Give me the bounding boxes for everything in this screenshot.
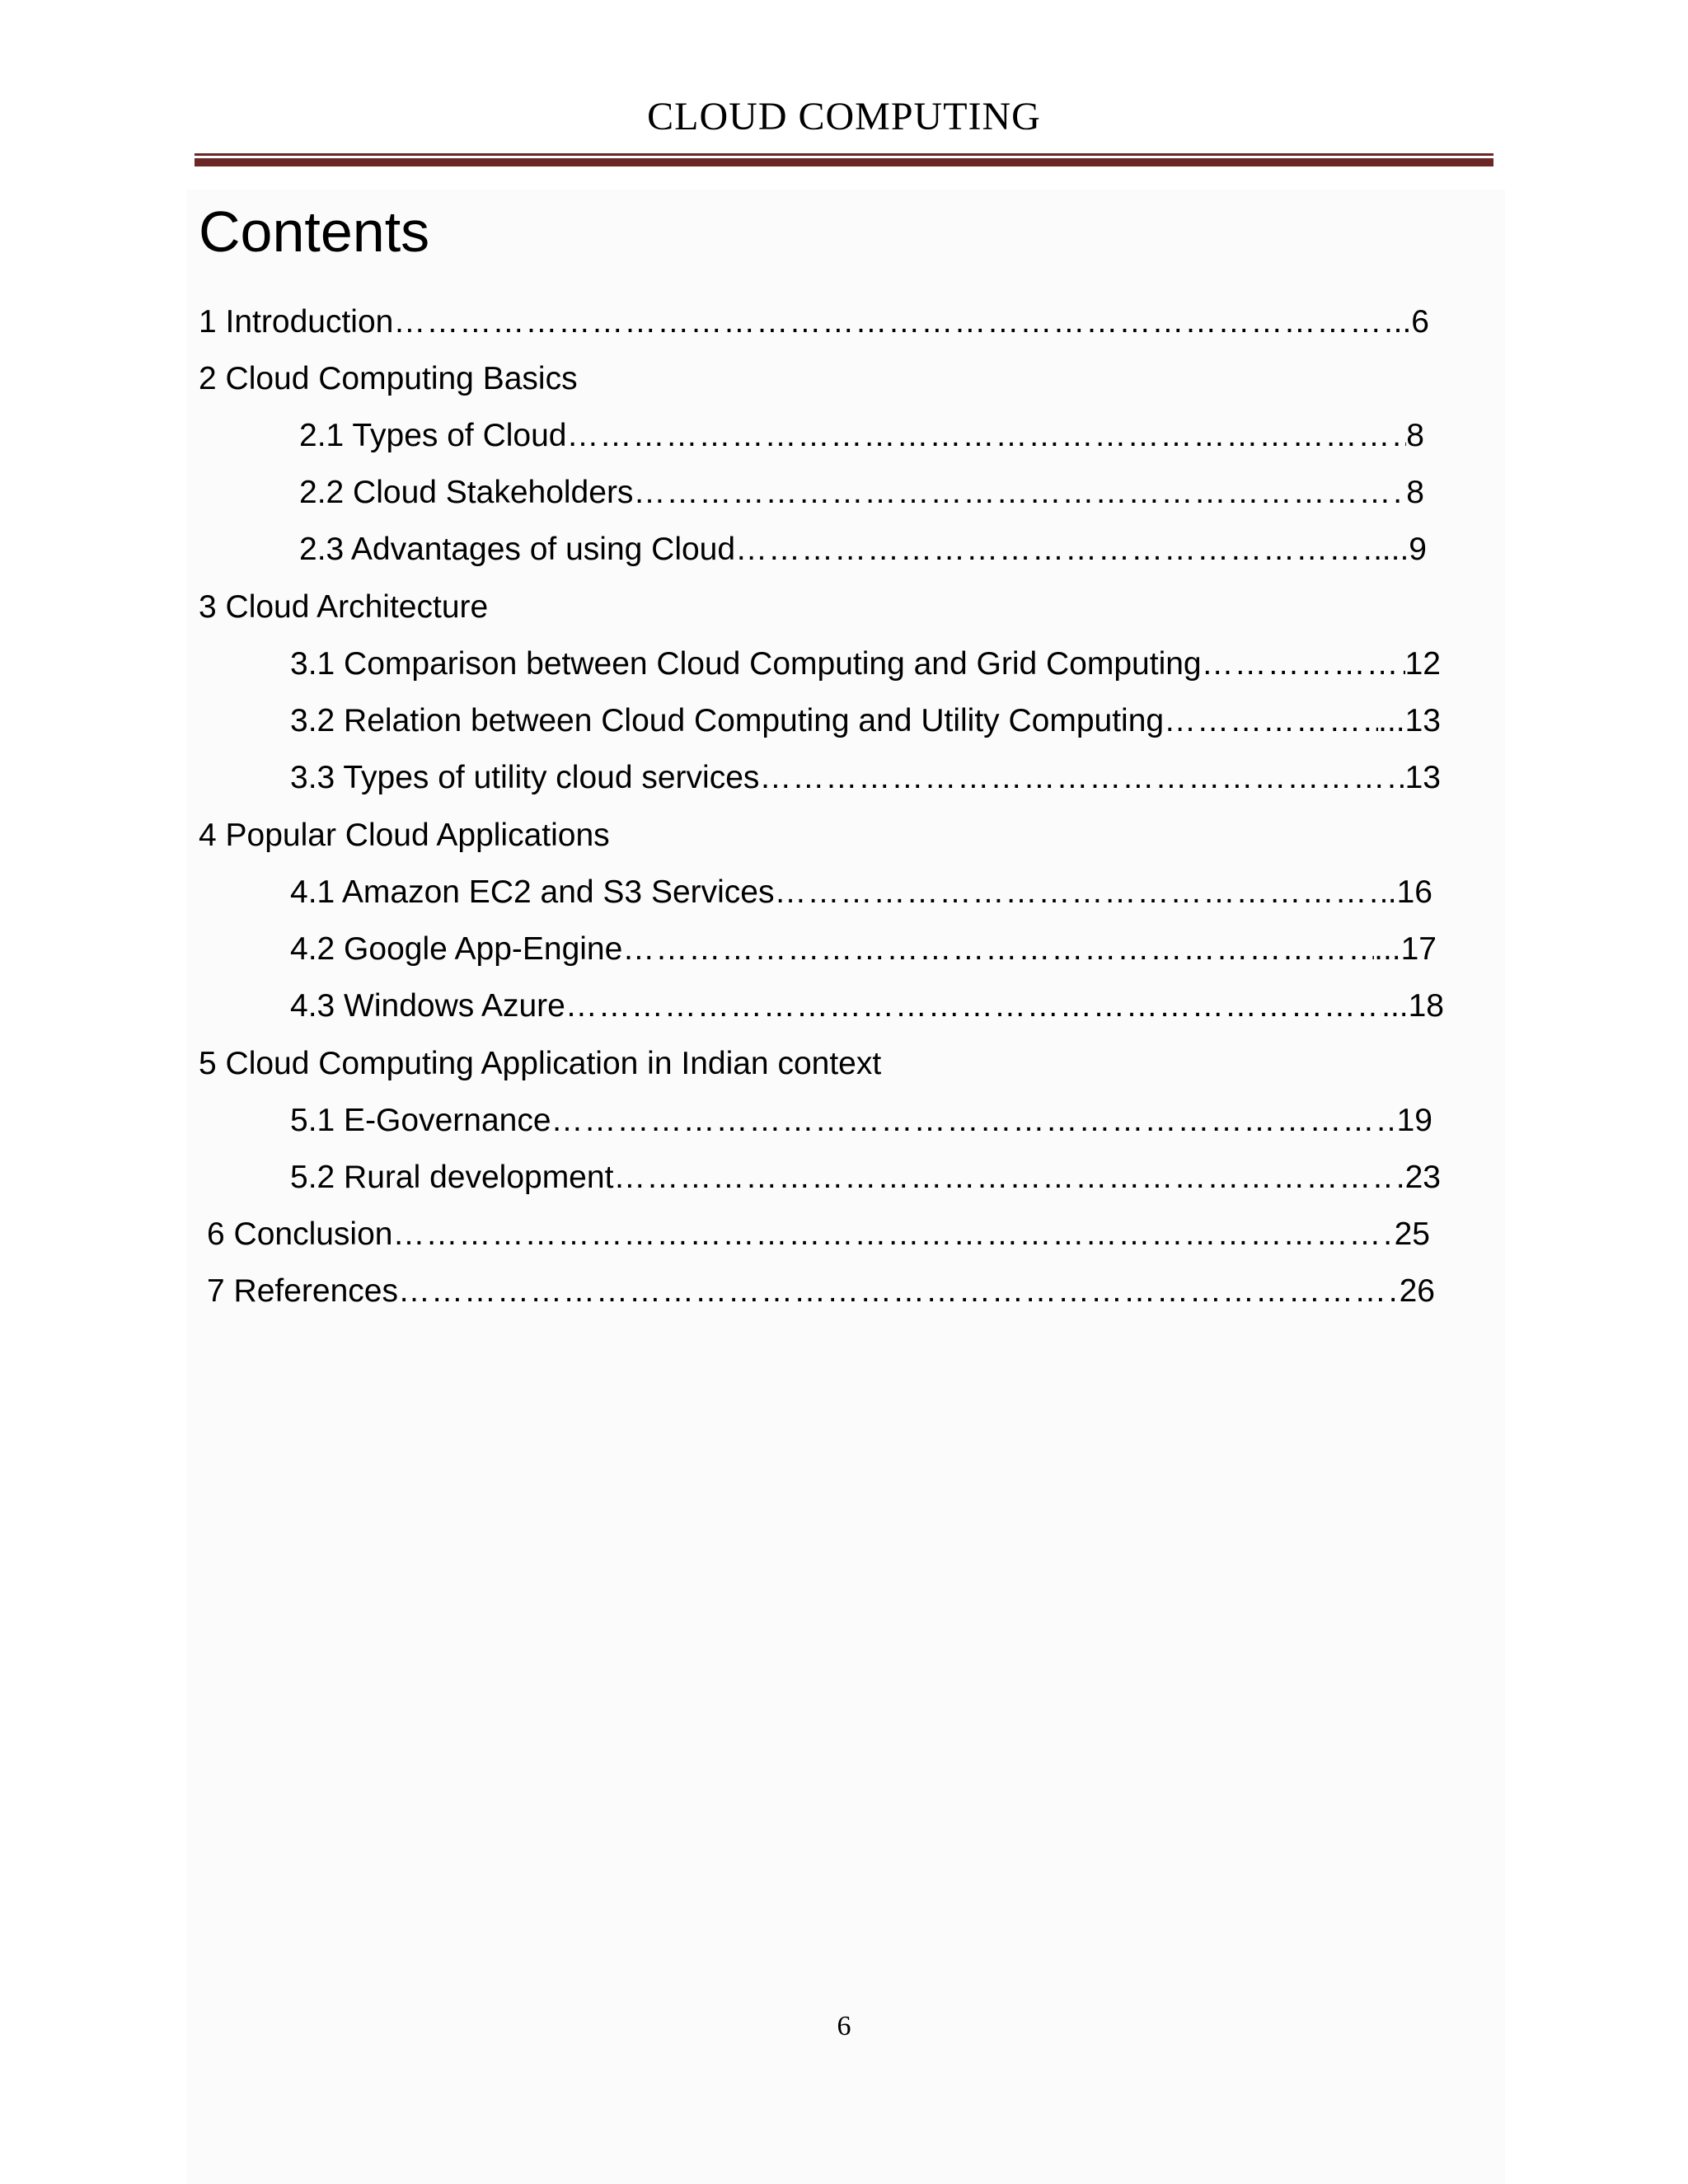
toc-entry-e-governance[interactable] (290, 1099, 1432, 1142)
toc-entry-title: 7 References (207, 1273, 398, 1309)
toc-entry-page: 13 (1404, 760, 1441, 795)
toc-dot-leader (392, 1213, 1394, 1256)
toc-entry-conclusion[interactable] (207, 1213, 1430, 1256)
toc-entry-title: 4.3 Windows Azure (290, 988, 565, 1024)
toc-entry-popular-cloud-applications[interactable] (199, 814, 1270, 857)
toc-entry-title: 2 Cloud Computing Basics (199, 361, 578, 396)
page-number: 6 (837, 2011, 851, 2041)
toc-entry-cloud-stakeholders[interactable] (299, 471, 1424, 514)
toc-entry-title: 6 Conclusion (207, 1216, 393, 1252)
toc-dot-leader (633, 471, 1406, 514)
toc-entry-introduction[interactable] (199, 301, 1429, 344)
toc-entry-title: 1 Introduction (199, 304, 394, 340)
toc-entry-page: ...18 (1381, 988, 1444, 1024)
toc-entry-title: 5.1 E-Governance (290, 1103, 551, 1138)
toc-entry-title: 4 Popular Cloud Applications (199, 818, 610, 853)
toc-entry-cloud-vs-grid-comparison[interactable] (290, 643, 1441, 686)
toc-dot-leader (398, 1270, 1400, 1313)
toc-dot-leader (775, 871, 1388, 914)
toc-entry-title: 5 Cloud Computing Application in Indian context (199, 1046, 882, 1081)
toc-entry-title: 2.2 Cloud Stakeholders (299, 475, 634, 510)
toc-entry-references[interactable] (207, 1270, 1435, 1313)
toc-entry-title: 4.2 Google App-Engine (290, 931, 623, 967)
toc-dot-leader (1164, 700, 1378, 743)
running-header-title: CLOUD COMPUTING (647, 95, 1041, 138)
toc-dot-leader (567, 415, 1407, 457)
toc-entry-page: .23 (1395, 1160, 1441, 1195)
toc-entry-windows-azure[interactable] (290, 985, 1444, 1028)
toc-entry-amazon-ec2-s3[interactable] (290, 871, 1432, 914)
toc-entry-title: 3.1 Comparison between Cloud Computing and Grid Computing (290, 646, 1202, 682)
toc-entry-google-app-engine[interactable] (290, 928, 1437, 971)
toc-entry-indian-context[interactable] (199, 1043, 1270, 1085)
toc-heading: Contents (199, 199, 430, 264)
toc-entry-types-of-cloud[interactable] (299, 415, 1424, 457)
toc-dot-leader (735, 528, 1382, 571)
toc-entry-title: 4.1 Amazon EC2 and S3 Services (290, 874, 775, 910)
toc-dot-leader (1202, 643, 1405, 686)
toc-entry-advantages-of-using-cloud[interactable] (299, 528, 1427, 571)
toc-entry-page: 8 (1406, 475, 1424, 510)
toc-entry-rural-development[interactable] (290, 1156, 1441, 1199)
toc-entry-page: 26 (1399, 1273, 1435, 1309)
toc-entry-page: ...9 (1381, 532, 1427, 567)
header-rule-thick (195, 158, 1493, 166)
toc-entry-page: .16 (1387, 874, 1432, 910)
toc-entry-title: 2.1 Types of Cloud (299, 418, 567, 453)
toc-entry-title: 5.2 Rural development (290, 1160, 614, 1195)
toc-entry-utility-cloud-services[interactable] (290, 757, 1441, 799)
toc-entry-page: 12 (1404, 646, 1441, 682)
toc-entry-page: ...13 (1378, 703, 1441, 738)
toc-entry-page: ..6 (1393, 304, 1429, 340)
toc-entry-title: 3.2 Relation between Cloud Computing and Utility Computing (290, 703, 1165, 738)
toc-dot-leader (613, 1156, 1395, 1199)
toc-dot-leader (551, 1099, 1397, 1142)
header-rule-thin (195, 153, 1493, 156)
toc-entry-page: 8 (1406, 418, 1424, 453)
toc-entry-cloud-architecture[interactable] (199, 586, 1270, 629)
toc-entry-page: ...17 (1374, 931, 1437, 967)
toc-dot-leader (759, 757, 1404, 799)
toc-entry-cloud-computing-basics[interactable] (199, 358, 1270, 401)
toc-entry-cloud-utility-relation[interactable] (290, 700, 1441, 743)
toc-dot-leader (393, 301, 1393, 344)
toc-entry-title: 3 Cloud Architecture (199, 589, 489, 625)
toc-dot-leader (565, 985, 1381, 1028)
toc-entry-title: 2.3 Advantages of using Cloud (299, 532, 736, 567)
toc-entry-title: 3.3 Types of utility cloud services (290, 760, 760, 795)
toc-entry-page: 19 (1396, 1103, 1432, 1138)
toc-dot-leader (622, 928, 1374, 971)
toc-entry-page: 25 (1394, 1216, 1430, 1252)
